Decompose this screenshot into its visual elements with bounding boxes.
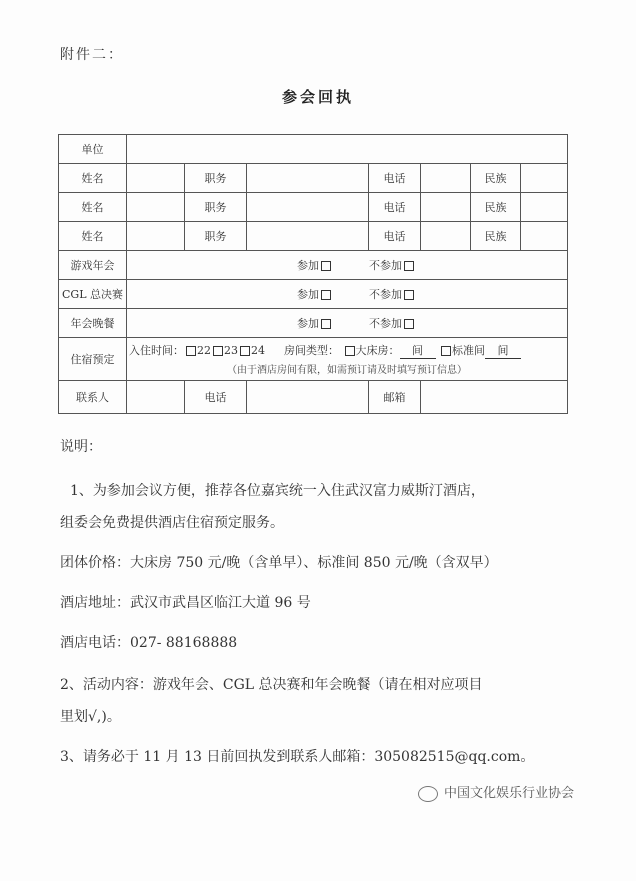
note-item-1b: 组委会免费提供酒店住宿预定服务。: [60, 515, 284, 531]
not-attend-text: 不参加: [369, 288, 402, 301]
day23-checkbox[interactable]: [213, 346, 223, 356]
note-item-2a: 2、活动内容：游戏年会、CGL 总决赛和年会晚餐（请在相对应项目: [60, 677, 483, 693]
name-label: 姓名: [59, 222, 127, 251]
not-attend-text: 不参加: [369, 259, 402, 272]
phone-label: 电话: [369, 222, 421, 251]
accommodation-options: [129, 342, 565, 359]
attend-checkbox[interactable]: [321, 261, 331, 271]
phone-label: 电话: [369, 193, 421, 222]
ethnicity-label: 民族: [471, 222, 521, 251]
name-label: 姓名: [59, 164, 127, 193]
notes-heading: 说明：: [60, 439, 102, 455]
attendance-choice-cell: [127, 280, 568, 309]
attendee-row: [59, 164, 568, 193]
unit-row: [59, 135, 568, 164]
note-item-1a: 1、为参加会议方便，推荐各位嘉宾统一入住武汉富力威斯汀酒店，: [70, 483, 485, 499]
position-label: 职务: [185, 222, 247, 251]
day22-text: 22: [197, 344, 211, 357]
standard-room-count-field[interactable]: 间: [485, 342, 521, 359]
ethnicity-input-cell[interactable]: [521, 222, 568, 251]
ethnicity-input-cell[interactable]: [521, 164, 568, 193]
name-input-cell[interactable]: [127, 222, 185, 251]
day24-text: 24: [251, 344, 265, 357]
note-hotel-phone: 酒店电话：027- 88168888: [60, 635, 238, 651]
phone-label: 电话: [369, 164, 421, 193]
phone-input-cell[interactable]: [421, 164, 471, 193]
footer-watermark: [418, 782, 574, 802]
attend-checkbox[interactable]: [321, 319, 331, 329]
attendee-row: [59, 193, 568, 222]
name-label: 姓名: [59, 193, 127, 222]
event-row-cgl-final: [59, 280, 568, 309]
note-price: 团体价格：大床房 750 元/晚（含单早）、标准间 850 元/晚（含双早）: [60, 555, 498, 571]
wechat-icon: [418, 786, 438, 802]
phone-input-cell[interactable]: [421, 222, 471, 251]
event-label: 年会晚餐: [59, 309, 127, 338]
not-attend-text: 不参加: [369, 317, 402, 330]
room-type-label: 房间类型：: [284, 344, 339, 357]
day22-checkbox[interactable]: [186, 346, 196, 356]
not-attend-checkbox[interactable]: [404, 261, 414, 271]
unit-input-cell[interactable]: [127, 135, 568, 164]
attachment-label: 附件二：: [60, 47, 124, 63]
attend-text: 参加: [297, 317, 319, 330]
king-room-text: 大床房：: [355, 344, 400, 357]
note-item-3: 3、请务必于 11 月 13 日前回执发到联系人邮箱：305082515@qq.com。: [60, 749, 535, 765]
event-label: CGL 总决赛: [59, 280, 127, 309]
contact-phone-input-cell[interactable]: [247, 381, 369, 414]
footer-text: 中国文化娱乐行业协会: [444, 786, 575, 801]
standard-room-text: 标准间: [452, 344, 485, 357]
king-room-count-field[interactable]: 间: [400, 342, 436, 359]
position-label: 职务: [185, 193, 247, 222]
attendee-row: [59, 222, 568, 251]
email-input-cell[interactable]: [421, 381, 568, 414]
registration-form-table: [58, 134, 568, 414]
not-attend-checkbox[interactable]: [404, 290, 414, 300]
attend-text: 参加: [297, 259, 319, 272]
note-item-2b: 里划√,)。: [60, 709, 121, 725]
accommodation-cell: [127, 338, 568, 381]
event-row-game-conference: [59, 251, 568, 280]
attendance-choice-cell: [127, 309, 568, 338]
checkin-label: 入住时间：: [129, 344, 184, 357]
standard-room-checkbox[interactable]: [441, 346, 451, 356]
position-input-cell[interactable]: [247, 222, 369, 251]
stay-note: （由于酒店房间有限，如需预订请及时填写预订信息）: [227, 365, 467, 376]
ethnicity-label: 民族: [471, 193, 521, 222]
attendance-choice-cell: [127, 251, 568, 280]
email-label: 邮箱: [369, 381, 421, 414]
event-row-dinner: [59, 309, 568, 338]
contact-phone-label: 电话: [185, 381, 247, 414]
name-input-cell[interactable]: [127, 193, 185, 222]
attend-text: 参加: [297, 288, 319, 301]
unit-label: 单位: [59, 135, 127, 164]
position-input-cell[interactable]: [247, 193, 369, 222]
position-input-cell[interactable]: [247, 164, 369, 193]
not-attend-checkbox[interactable]: [404, 319, 414, 329]
attend-checkbox[interactable]: [321, 290, 331, 300]
event-label: 游戏年会: [59, 251, 127, 280]
contact-row: [59, 381, 568, 414]
note-address: 酒店地址：武汉市武昌区临江大道 96 号: [60, 595, 311, 611]
page-title: 参会回执: [281, 88, 354, 106]
name-input-cell[interactable]: [127, 164, 185, 193]
ethnicity-label: 民族: [471, 164, 521, 193]
day23-text: 23: [224, 344, 238, 357]
contact-input-cell[interactable]: [127, 381, 185, 414]
stay-label: 住宿预定: [59, 338, 127, 381]
position-label: 职务: [185, 164, 247, 193]
day24-checkbox[interactable]: [240, 346, 250, 356]
ethnicity-input-cell[interactable]: [521, 193, 568, 222]
phone-input-cell[interactable]: [421, 193, 471, 222]
contact-label: 联系人: [59, 381, 127, 414]
accommodation-row: [59, 338, 568, 381]
king-room-checkbox[interactable]: [345, 346, 355, 356]
